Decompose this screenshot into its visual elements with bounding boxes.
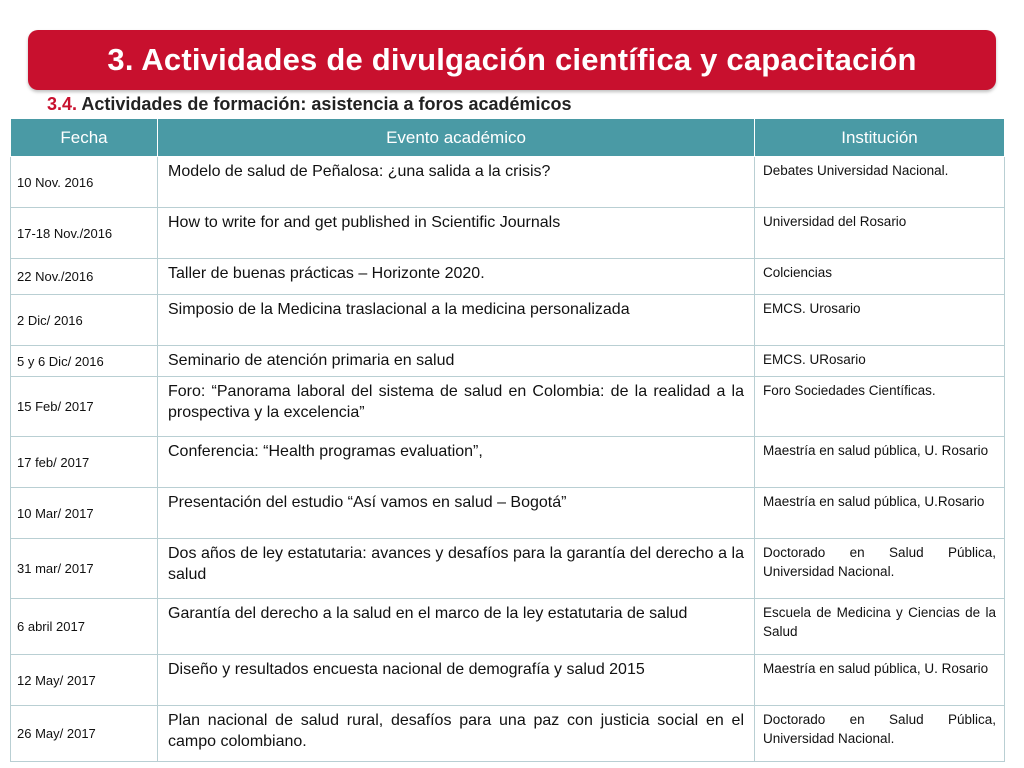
table-header-row xyxy=(11,119,1005,157)
cell-fecha: 17-18 Nov./2016 xyxy=(11,208,158,259)
cell-fecha: 31 mar/ 2017 xyxy=(11,539,158,599)
cell-evento: Garantía del derecho a la salud en el marco de la ley estatutaria de salud xyxy=(158,599,755,655)
table-row xyxy=(11,208,1005,259)
cell-fecha: 17 feb/ 2017 xyxy=(11,437,158,488)
section-subtitle xyxy=(47,94,572,115)
header-fecha: Fecha xyxy=(11,119,158,157)
cell-evento: Presentación del estudio “Así vamos en salud – Bogotá” xyxy=(158,488,755,539)
table-row xyxy=(11,539,1005,599)
table-row xyxy=(11,488,1005,539)
cell-institucion: Foro Sociedades Científicas. xyxy=(755,377,1005,437)
page-title: 3. Actividades de divulgación científica y capacitación xyxy=(107,42,917,77)
cell-institucion: EMCS. Urosario xyxy=(755,295,1005,346)
table-row xyxy=(11,157,1005,208)
cell-institucion: EMCS. URosario xyxy=(755,346,1005,377)
cell-fecha: 22 Nov./2016 xyxy=(11,259,158,295)
header-evento: Evento académico xyxy=(158,119,755,157)
cell-evento: Plan nacional de salud rural, desafíos para una paz con justicia social en el campo colombiano. xyxy=(158,706,755,762)
table-row xyxy=(11,437,1005,488)
cell-fecha: 26 May/ 2017 xyxy=(11,706,158,762)
cell-evento: Seminario de atención primaria en salud xyxy=(158,346,755,377)
cell-institucion: Colciencias xyxy=(755,259,1005,295)
table-row xyxy=(11,346,1005,377)
cell-institucion: Maestría en salud pública, U. Rosario xyxy=(755,437,1005,488)
section-number: 3.4. xyxy=(47,94,78,114)
table-row xyxy=(11,599,1005,655)
cell-evento: Taller de buenas prácticas – Horizonte 2020. xyxy=(158,259,755,295)
cell-institucion: Universidad del Rosario xyxy=(755,208,1005,259)
cell-fecha: 15 Feb/ 2017 xyxy=(11,377,158,437)
table-row xyxy=(11,295,1005,346)
cell-evento: Foro: “Panorama laboral del sistema de salud en Colombia: de la realidad a la prospectiva y la excelencia” xyxy=(158,377,755,437)
cell-evento: Simposio de la Medicina traslacional a la medicina personalizada xyxy=(158,295,755,346)
cell-institucion: Doctorado en Salud Pública, Universidad Nacional. xyxy=(755,539,1005,599)
cell-evento: Modelo de salud de Peñalosa: ¿una salida a la crisis? xyxy=(158,157,755,208)
cell-fecha: 2 Dic/ 2016 xyxy=(11,295,158,346)
cell-fecha: 6 abril 2017 xyxy=(11,599,158,655)
table-row xyxy=(11,706,1005,762)
cell-evento: Conferencia: “Health programas evaluation”, xyxy=(158,437,755,488)
cell-fecha: 12 May/ 2017 xyxy=(11,655,158,706)
section-subtitle-text: Actividades de formación: asistencia a foros académicos xyxy=(77,94,572,114)
cell-evento: Dos años de ley estatutaria: avances y desafíos para la garantía del derecho a la salud xyxy=(158,539,755,599)
cell-institucion: Escuela de Medicina y Ciencias de la Salud xyxy=(755,599,1005,655)
cell-institucion: Debates Universidad Nacional. xyxy=(755,157,1005,208)
title-banner xyxy=(28,30,996,90)
cell-institucion: Maestría en salud pública, U.Rosario xyxy=(755,488,1005,539)
events-table xyxy=(10,118,1005,762)
table-row xyxy=(11,259,1005,295)
table-row xyxy=(11,377,1005,437)
cell-institucion: Maestría en salud pública, U. Rosario xyxy=(755,655,1005,706)
cell-institucion: Doctorado en Salud Pública, Universidad Nacional. xyxy=(755,706,1005,762)
cell-evento: How to write for and get published in Scientific Journals xyxy=(158,208,755,259)
cell-evento: Diseño y resultados encuesta nacional de demografía y salud 2015 xyxy=(158,655,755,706)
cell-fecha: 10 Mar/ 2017 xyxy=(11,488,158,539)
cell-fecha: 10 Nov. 2016 xyxy=(11,157,158,208)
header-institucion: Institución xyxy=(755,119,1005,157)
table-row xyxy=(11,655,1005,706)
cell-fecha: 5 y 6 Dic/ 2016 xyxy=(11,346,158,377)
